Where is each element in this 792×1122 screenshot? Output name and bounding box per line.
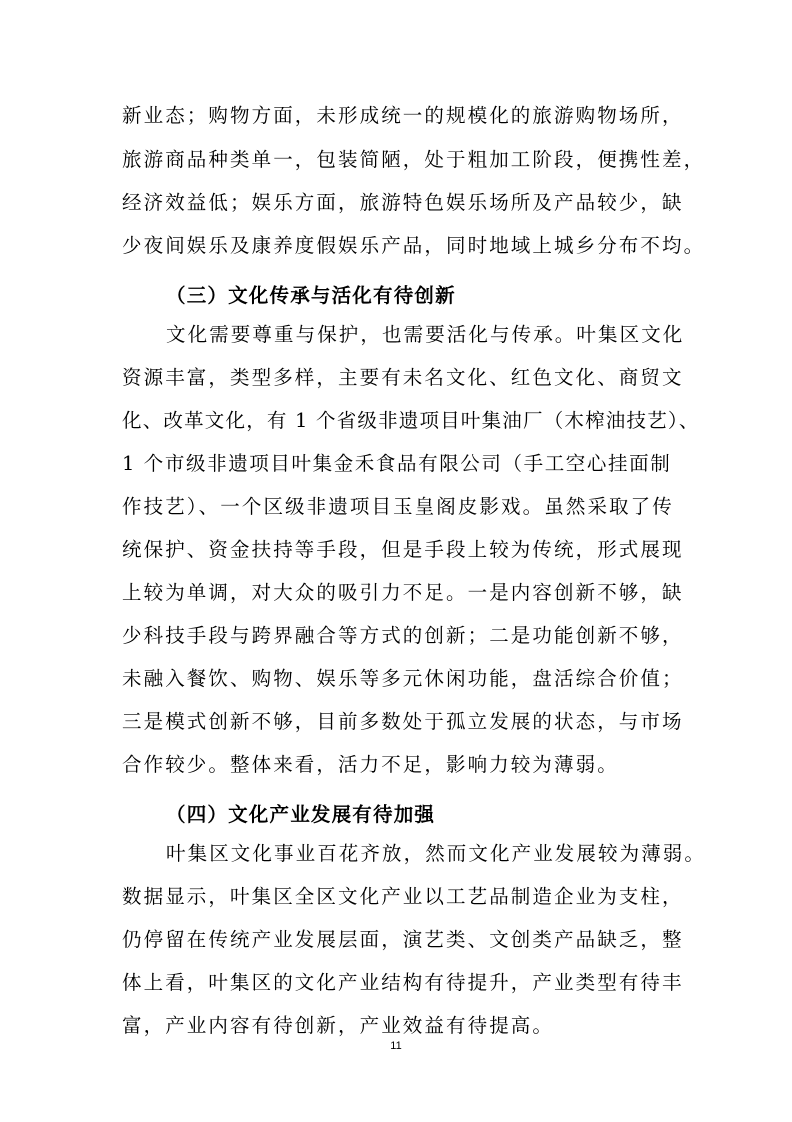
paragraph-line: 作技艺）、一个区级非遗项目玉皇阁皮影戏。虽然采取了传 bbox=[122, 495, 674, 518]
section-heading: （三）文化传承与活化有待创新 bbox=[166, 284, 456, 307]
paragraph-line: 叶集区文化事业百花齐放，然而文化产业发展较为薄弱。 bbox=[166, 842, 707, 865]
paragraph-line: 少夜间娱乐及康养度假娱乐产品，同时地域上城乡分布不均。 bbox=[122, 234, 706, 257]
paragraph-line: 资源丰富，类型多样，主要有未名文化、红色文化、商贸文 bbox=[122, 366, 684, 389]
paragraph-line: 三是模式创新不够，目前多数处于孤立发展的状态，与市场 bbox=[122, 710, 684, 733]
paragraph-line: 合作较少。整体来看，活力不足，影响力较为薄弱。 bbox=[122, 753, 619, 776]
paragraph-line: 经济效益低；娱乐方面，旅游特色娱乐场所及产品较少，缺 bbox=[122, 191, 684, 214]
paragraph-line: 未融入餐饮、购物、娱乐等多元休闲功能，盘活综合价值； bbox=[122, 667, 684, 690]
paragraph-line: 化、改革文化，有 1 个省级非遗项目叶集油厂（木榨油技艺）、 bbox=[122, 409, 700, 432]
paragraph-line: 仍停留在传统产业发展层面，演艺类、文创类产品缺乏，整 bbox=[122, 928, 684, 951]
paragraph-line: 少科技手段与跨界融合等方式的创新；二是功能创新不够， bbox=[122, 624, 684, 647]
paragraph-line: 文化需要尊重与保护，也需要活化与传承。叶集区文化 bbox=[166, 323, 685, 346]
paragraph-line: 上较为单调，对大众的吸引力不足。一是内容创新不够，缺 bbox=[122, 581, 684, 604]
paragraph-line: 体上看，叶集区的文化产业结构有待提升，产业类型有待丰 bbox=[122, 971, 684, 994]
paragraph-line: 富，产业内容有待创新，产业效益有待提高。 bbox=[122, 1014, 555, 1037]
page-number: 11 bbox=[390, 1040, 402, 1052]
paragraph-line: 1 个市级非遗项目叶集金禾食品有限公司（手工空心挂面制 bbox=[122, 452, 672, 475]
paragraph-line: 统保护、资金扶持等手段，但是手段上较为传统，形式展现 bbox=[122, 538, 684, 561]
paragraph-line: 数据显示，叶集区全区文化产业以工艺品制造企业为支柱， bbox=[122, 885, 684, 908]
paragraph-line: 新业态；购物方面，未形成统一的规模化的旅游购物场所， bbox=[122, 104, 684, 127]
paragraph-line: 旅游商品种类单一，包装简陋，处于粗加工阶段，便携性差， bbox=[122, 148, 706, 171]
section-heading: （四）文化产业发展有待加强 bbox=[166, 803, 436, 826]
